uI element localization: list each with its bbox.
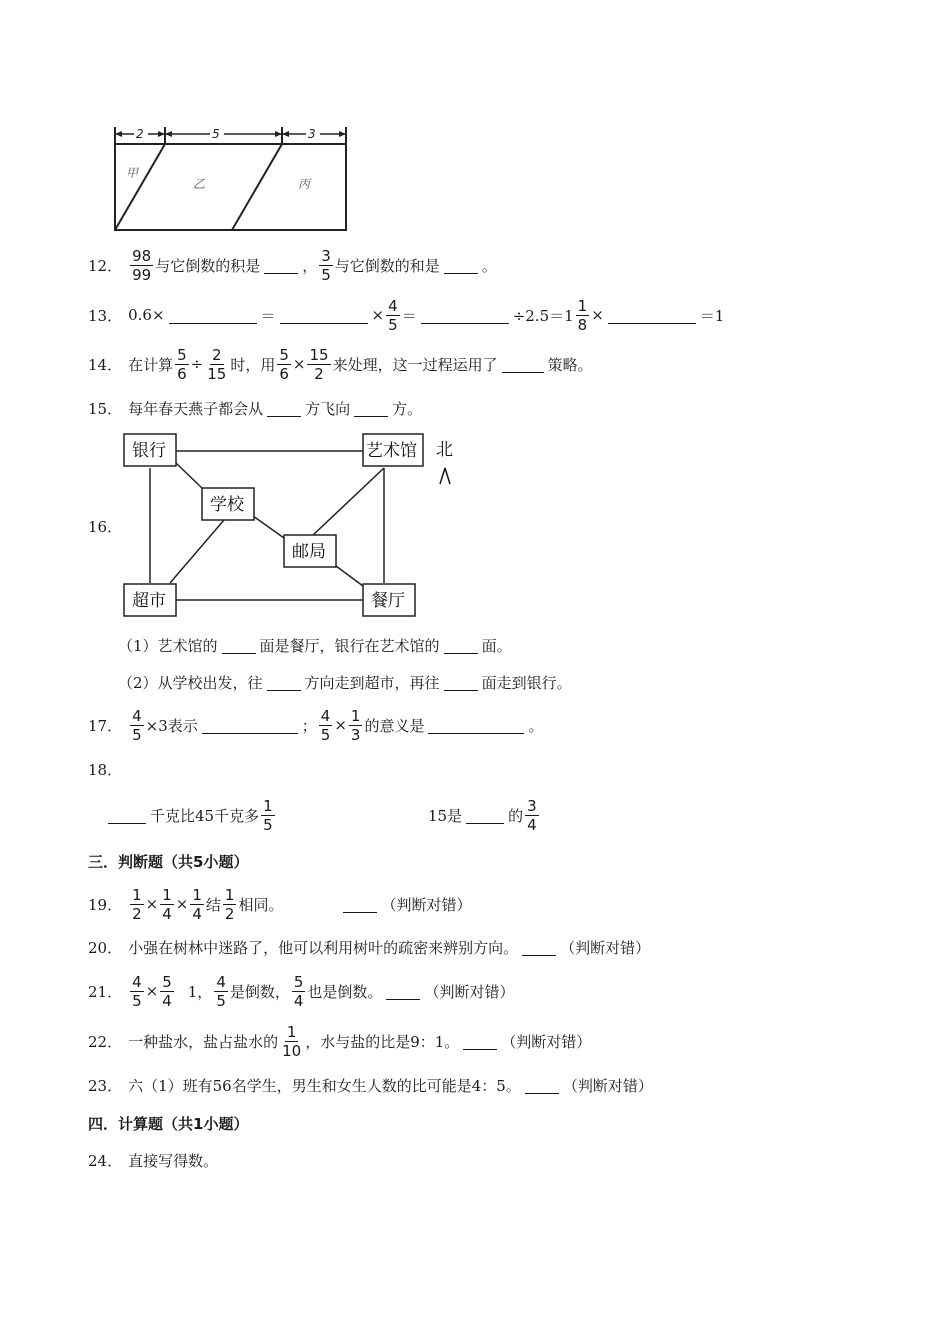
- answer-blank[interactable]: [264, 257, 298, 274]
- question-13: 13． 0.6× ＝ × $\frac{4}{5}$ ＝ ÷2.5＝1 $\frac{1}{8}$ × ＝1: [88, 296, 725, 334]
- fraction: $\frac{4}{5}$: [388, 296, 398, 334]
- answer-blank[interactable]: [444, 674, 478, 691]
- fraction: $\frac{1}{5}$: [263, 796, 273, 834]
- question-21: 21． $\frac{4}{5}$ × $\frac{5}{4}$ 1， $\frac{4}{5}$ 是倒数， $\frac{5}{4}$ 也是倒数。 （判断对错）: [88, 972, 515, 1010]
- answer-blank[interactable]: [522, 939, 556, 956]
- answer-blank[interactable]: [386, 983, 420, 1000]
- question-18-left: 千克比45千克多 $\frac{1}{5}$: [108, 795, 277, 835]
- answer-blank[interactable]: [608, 307, 696, 324]
- fraction: $\frac{15}{2}$: [309, 345, 329, 383]
- fraction: $\frac{5}{6}$: [177, 345, 187, 383]
- answer-blank[interactable]: [525, 1077, 559, 1094]
- answer-blank[interactable]: [444, 637, 478, 654]
- question-18: 18．: [88, 760, 123, 779]
- question-24: 24． 直接写得数。: [88, 1151, 219, 1170]
- answer-blank[interactable]: [428, 717, 524, 734]
- answer-blank[interactable]: [267, 400, 301, 417]
- fraction: $\frac{1}{4}$: [192, 885, 202, 923]
- node-art-gallery: 艺术馆: [366, 441, 417, 461]
- question-17: 17． $\frac{4}{5}$ ×3表示 ； $\frac{4}{5}$ × $\frac{1}{3}$ 的意义是 。: [88, 706, 544, 744]
- answer-blank[interactable]: [463, 1033, 497, 1050]
- answer-blank[interactable]: [466, 807, 504, 824]
- answer-blank[interactable]: [343, 896, 377, 913]
- node-supermarket: 超市: [132, 591, 166, 611]
- fraction: $\frac{3}{4}$: [527, 796, 537, 834]
- question-12: 12． $\frac{98}{99}$ 与它倒数的积是 ， $\frac{3}{5}$ 与它倒数的和是 。: [88, 246, 497, 284]
- fraction: $\frac{4}{5}$: [216, 972, 226, 1010]
- fraction: $\frac{1}{8}$: [577, 296, 588, 334]
- answer-blank[interactable]: [354, 400, 388, 417]
- region-yi: 乙: [193, 177, 206, 191]
- fraction: $\frac{4}{5}$: [132, 706, 142, 744]
- fraction: $\frac{4}{5}$: [320, 706, 331, 744]
- answer-blank[interactable]: [280, 307, 368, 324]
- question-14: 14． 在计算 $\frac{5}{6}$ ÷ $\frac{2}{15}$ 时，用 $\frac{5}{6}$ × $\frac{15}{2}$ 来处理，这一过程运用了 策略。: [88, 345, 593, 383]
- answer-blank[interactable]: [202, 717, 298, 734]
- fraction: $\frac{3}{5}$: [321, 246, 331, 284]
- fraction: $\frac{5}{4}$: [293, 972, 304, 1010]
- question-16-part-2: （2）从学校出发，往 方向走到超市，再往 面走到银行。: [118, 673, 572, 692]
- fraction: $\frac{5}{4}$: [162, 972, 172, 1010]
- answer-blank[interactable]: [267, 674, 301, 691]
- question-16: 16．: [88, 517, 123, 536]
- region-jia: 甲: [126, 166, 139, 180]
- fraction: $\frac{1}{2}$: [224, 885, 235, 923]
- section-3-title: 三．判断题（共5小题）: [88, 853, 249, 871]
- fraction: $\frac{1}{4}$: [162, 885, 172, 923]
- node-post-office: 邮局: [292, 542, 326, 562]
- map-figure: [118, 428, 463, 624]
- north-label: 北: [436, 440, 453, 460]
- question-20: 20． 小强在树林中迷路了，他可以利用树叶的疏密来辨别方向。 （判断对错）: [88, 938, 651, 957]
- fraction: $\frac{2}{15}$: [207, 345, 227, 383]
- dimension-right: 3: [308, 127, 316, 141]
- answer-blank[interactable]: [502, 356, 544, 373]
- answer-blank[interactable]: [421, 307, 509, 324]
- question-22: 22． 一种盐水，盐占盐水的 $\frac{1}{10}$ ，水与盐的比是9：1。 （判断对错）: [88, 1022, 592, 1060]
- dimension-middle: 5: [212, 127, 220, 141]
- fraction: $\frac{1}{3}$: [350, 706, 361, 744]
- dimension-left: 2: [136, 127, 144, 141]
- node-school: 学校: [210, 495, 244, 515]
- fraction: $\frac{5}{6}$: [279, 345, 289, 383]
- north-arrow-icon: [440, 468, 450, 484]
- fraction: $\frac{1}{2}$: [132, 885, 142, 923]
- answer-blank[interactable]: [108, 807, 146, 824]
- question-16-part-1: （1）艺术馆的 面是餐厅，银行在艺术馆的 面。: [118, 636, 512, 655]
- region-bing: 丙: [298, 177, 311, 191]
- node-bank: 银行: [132, 441, 166, 461]
- question-18-right: 15是 的 $\frac{3}{4}$: [428, 796, 537, 834]
- answer-blank[interactable]: [169, 307, 257, 324]
- fraction: $\frac{1}{10}$: [282, 1022, 302, 1060]
- question-19: 19． $\frac{1}{2}$ × $\frac{1}{4}$ × $\frac{1}{4}$ 结 $\frac{1}{2}$ 相同。 （判断对错）: [88, 885, 472, 923]
- fraction: $\frac{4}{5}$: [132, 972, 142, 1010]
- question-23: 23． 六（1）班有56名学生，男生和女生人数的比可能是4：5。 （判断对错）: [88, 1076, 653, 1095]
- parallelogram-figure: [110, 122, 355, 234]
- node-restaurant: 餐厅: [371, 591, 405, 611]
- fraction: $\frac{98}{99}$: [132, 246, 152, 284]
- section-4-title: 四．计算题（共1小题）: [88, 1115, 249, 1133]
- question-15: 15． 每年春天燕子都会从 方飞向 方。: [88, 399, 423, 418]
- answer-blank[interactable]: [222, 637, 256, 654]
- answer-blank[interactable]: [444, 257, 478, 274]
